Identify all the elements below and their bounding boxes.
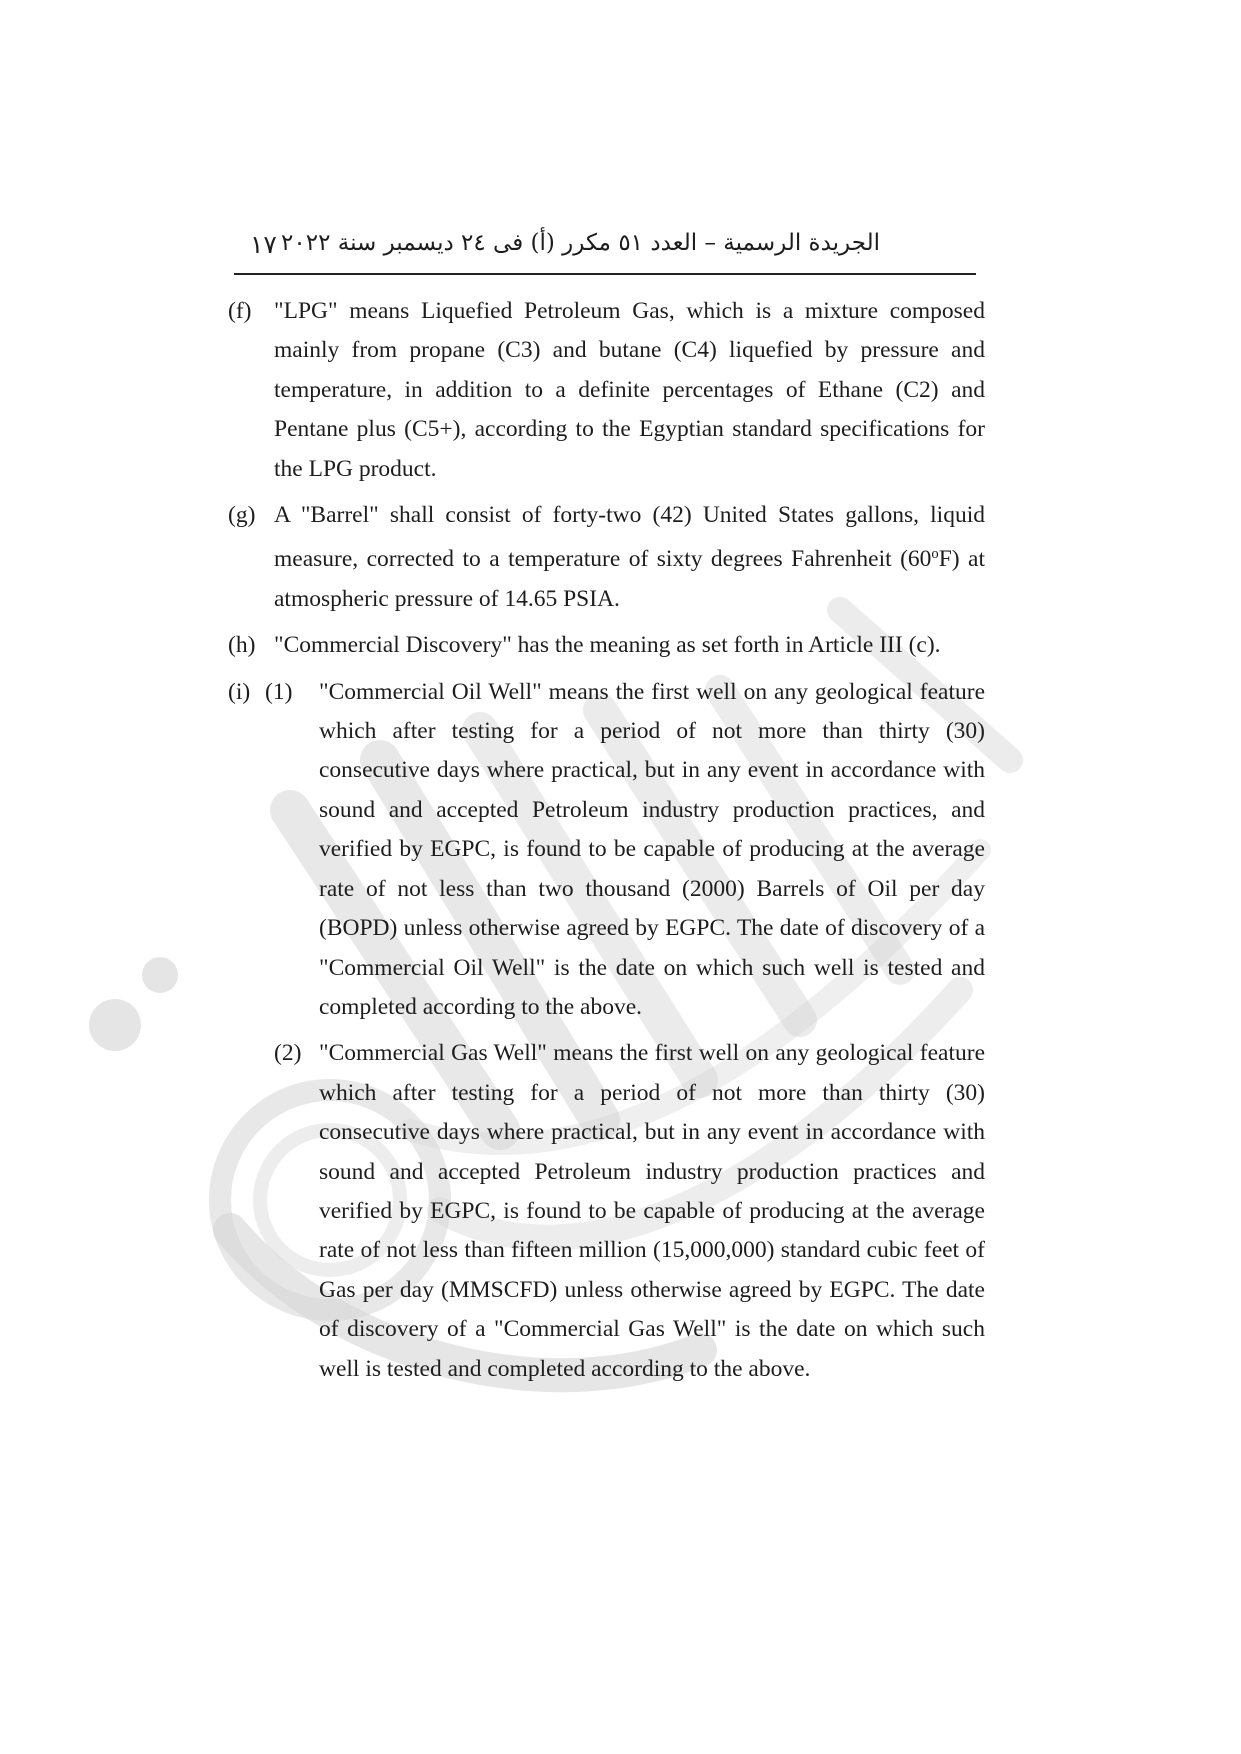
definition-text: "Commercial Gas Well" means the first well on any geological feature which after testing for a period of not more than thirty (30) consecutive days where practical, but in any event in accordance with sound and accepted Petroleum industry production practices and verified by EGPC, is found to be capable of producing at the average rate of not less than fifteen million (15,000,000) standard cubic feet of Gas per day (MMSCFD) unless otherwise agreed by EGPC. The date of discovery of a "Commercial Gas Well" is the date on which such well is tested and completed according to the above. xyxy=(319,1040,985,1382)
definition-i-2 xyxy=(228,1034,985,1389)
definition-h xyxy=(228,626,985,665)
definition-text: "Commercial Oil Well" means the first well on any geological feature which after testing for a period of not more than thirty (30) consecutive days where practical, but in any event in accordance with sound and accepted Petroleum industry production practices, and verified by EGPC, is found to be capable of producing at the average rate of not less than two thousand (2000) Barrels of Oil per day (BOPD) unless otherwise agreed by EGPC. The date of discovery of a "Commercial Oil Well" is the date on which such well is tested and completed according to the above. xyxy=(319,678,985,1020)
item-marker: (i) xyxy=(228,678,251,705)
definition-text-part-1: A "Barrel" shall consist of forty-two (42) United States gallons, liquid measure, corrected to a temperature of sixty degrees Fahrenheit (60 xyxy=(274,502,985,573)
subitem-marker: (2) xyxy=(274,1040,302,1067)
item-marker: (f) xyxy=(228,298,252,324)
page-number: ١٧ xyxy=(250,230,277,259)
definition-text: "LPG" means Liquefied Petroleum Gas, which is a mixture composed mainly from propane (C3) and butane (C4) liquefied by pressure and temperature, in addition to a definite percentages of Ethane (C2) and Pentane plus (C5+), according to the Egyptian standard specifications for the LPG product. xyxy=(274,298,985,482)
subitem-marker: (1) xyxy=(265,678,293,705)
item-marker: (g) xyxy=(228,502,256,529)
definition-f xyxy=(228,292,985,489)
document-body xyxy=(228,292,985,1389)
definition-text: "Commercial Discovery" has the meaning as set forth in Article III (c). xyxy=(274,632,941,659)
item-marker: (h) xyxy=(228,632,256,659)
page-header xyxy=(234,228,976,272)
definition-i-1 xyxy=(228,673,985,1028)
running-head: الجريدة الرسمية – العدد ٥١ مكرر (أ) فى ٢٤ ديسمبر سنة ٢٠٢٢ xyxy=(281,230,880,256)
definition-text-part-2: F) at atmospheric pressure of 14.65 PSIA. xyxy=(274,546,985,612)
definition-g xyxy=(228,496,985,619)
header-rule xyxy=(234,273,976,275)
degree-sign: o xyxy=(931,546,939,563)
